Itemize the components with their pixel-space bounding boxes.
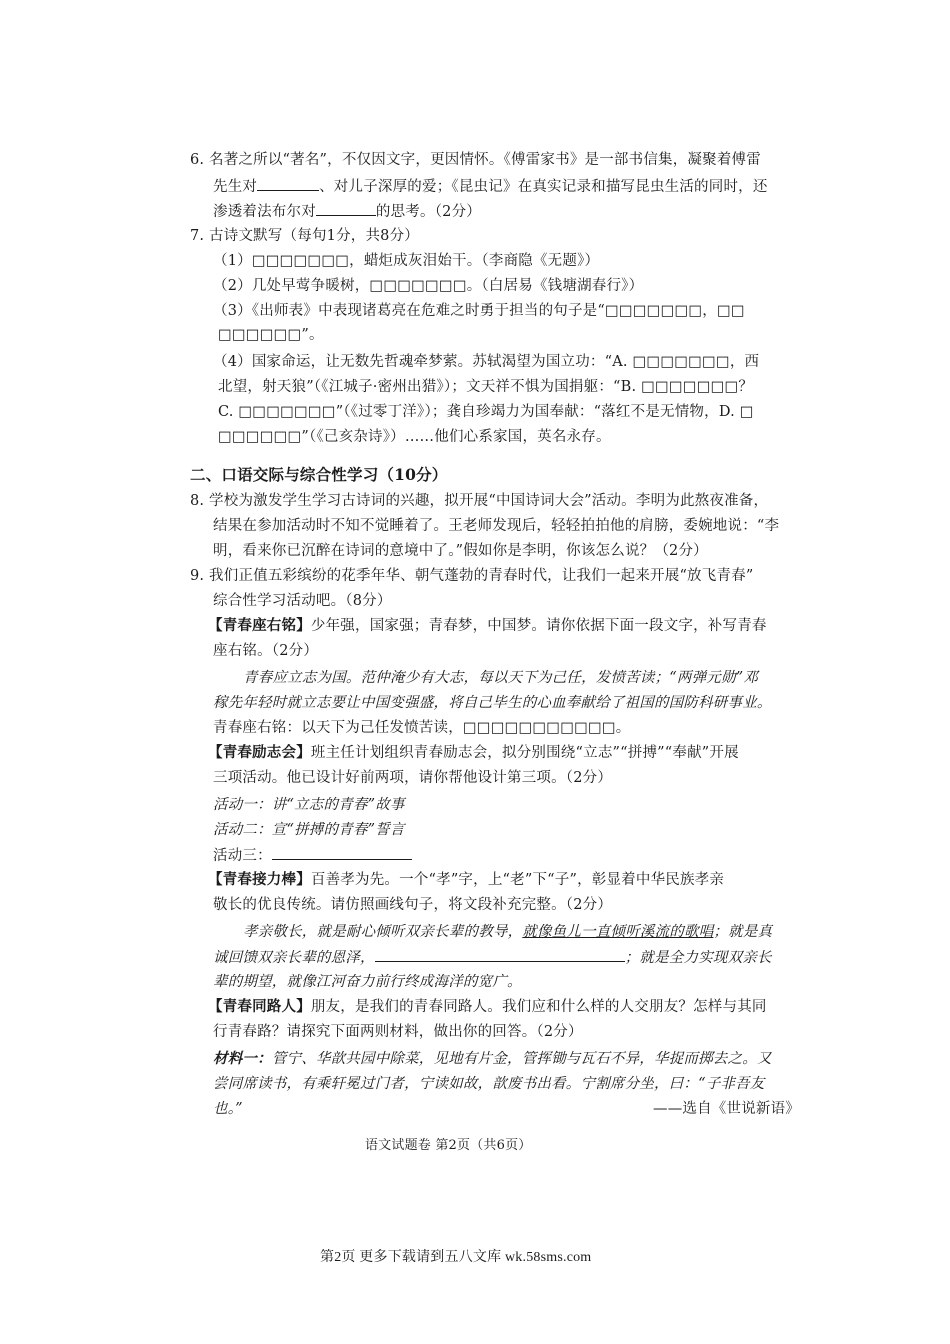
relay-passage2-start: 诚回馈双亲长辈的恩泽， <box>213 950 375 966</box>
q6-line3 <box>213 201 481 222</box>
exam-footer: 语文试题卷 第2页（共6页） <box>365 1138 532 1153</box>
q7-item2: （2）几处早莺争暖树，□□□□□□□。（白居易《钱塘湖春行》） <box>213 278 644 294</box>
q6-blank-1[interactable] <box>257 176 319 191</box>
activity-2: 活动二：宣“拼搏的青春”誓言 <box>213 822 405 838</box>
meeting-intro-text: 班主任计划组织青春励志会，拟分别围绕“立志”“拼搏”“奉献”开展 <box>310 745 739 761</box>
q6-line2-start: 先生对 <box>213 179 258 195</box>
material-source: ——选自《世说新语》 <box>653 1101 800 1117</box>
motto-intro-line1 <box>208 616 767 636</box>
material-line3: 也。” <box>213 1101 243 1117</box>
q7-item4-line2: 北望，射天狼”（《江城子·密州出猎》）；文天祥不惧为国捐躯：“B. □□□□□□□？ <box>218 379 754 395</box>
q9-line2: 综合性学习活动吧。（8分） <box>213 593 392 609</box>
fellow-intro-text: 朋友，是我们的青春同路人。我们应和什么样的人交朋友？怎样与其同 <box>310 999 767 1015</box>
relay-intro-line2: 敬长的优良传统。请仿照画线句子，将文段补充完整。（2分） <box>213 897 613 913</box>
q6-line3-start: 渗透着法布尔对 <box>213 204 316 220</box>
activity-3-blank[interactable] <box>272 845 412 860</box>
motto-passage-line1: 青春应立志为国。范仲淹少有大志，每以天下为己任，发愤苦读；“两弹元勋”邓 <box>243 670 759 686</box>
q8-line1: 8. 学校为激发学生学习古诗词的兴趣，拟开展“中国诗词大会”活动。李明为此熬夜准备， <box>190 493 769 509</box>
fellow-intro-line2: 行青春路？请探究下面两则材料，做出你的回答。（2分） <box>213 1024 583 1040</box>
q7-item4-line4: □□□□□□”（《己亥杂诗》）……他们心系家国，英名永存。 <box>218 429 611 445</box>
meeting-tag: 【青春励志会】 <box>208 744 311 761</box>
q6-line1: 6. 名著之所以“著名”，不仅因文字，更因情怀。《傅雷家书》是一部书信集，凝聚着傅雷 <box>190 152 761 168</box>
relay-passage-start: 孝亲敬长，就是耐心倾听双亲长辈的教导， <box>243 924 523 940</box>
relay-underlined-sentence: 就像鱼儿一直倾听溪流的歌唱 <box>522 924 714 940</box>
q7-title: 7. 古诗文默写（每句1分，共8分） <box>190 228 419 244</box>
relay-passage-line1 <box>243 922 772 942</box>
material-line2: 尝同席读书，有乘轩冕过门者，宁读如故，歆废书出看。宁割席分坐，曰：“子非吾友 <box>213 1076 765 1092</box>
relay-passage-end: ；就是真 <box>713 924 773 940</box>
q9-line1: 9. 我们正值五彩缤纷的花季年华、朝气蓬勃的青春时代，让我们一起来开展“放飞青春” <box>190 568 754 584</box>
section2-title: 二、口语交际与综合性学习（10分） <box>190 465 448 484</box>
motto-answer: 青春座右铭：以天下为己任发愤苦读，□□□□□□□□□□□。 <box>213 720 631 736</box>
motto-passage-line2: 稼先年轻时就立志要让中国变强盛，将自己毕生的心血奉献给了祖国的国防科研事业。 <box>213 695 772 711</box>
activity-1: 活动一：讲“立志的青春”故事 <box>213 797 405 813</box>
relay-passage-line3: 辈的期望，就像江河奋力前行终成海洋的宽广。 <box>213 974 522 990</box>
q7-item4-line1: （4）国家命运，让无数先哲魂牵梦萦。苏轼渴望为国立功：“A. □□□□□□□，西 <box>213 354 760 370</box>
relay-tag: 【青春接力棒】 <box>208 871 311 888</box>
q7-item3-line1: （3）《出师表》中表现诸葛亮在危难之时勇于担当的句子是“□□□□□□□，□□ <box>213 303 745 319</box>
motto-intro-text: 少年强，国家强；青春梦，中国梦。请你依据下面一段文字，补写青春 <box>310 618 767 634</box>
q7-item4-line3: C. □□□□□□□”（《过零丁洋》）；龚自珍竭力为国奉献：“落红不是无情物，D. □ <box>218 404 754 420</box>
relay-intro-text: 百善孝为先。一个“孝”字，上“老”下“子”，彰显着中华民族孝亲 <box>310 872 725 888</box>
material-text-1: 管宁、华歆共园中除菜，见地有片金，管挥锄与瓦石不异，华捉而掷去之。又 <box>271 1051 772 1067</box>
activity-3 <box>213 845 412 866</box>
site-footer: 第2页 更多下载请到五八文库 wk.58sms.com <box>320 1250 592 1265</box>
meeting-intro-line2: 三项活动。他已设计好前两项，请你帮他设计第三项。（2分） <box>213 770 613 786</box>
q6-line2-end: 、对儿子深厚的爱；《昆虫记》在真实记录和描写昆虫生活的同时，还 <box>319 179 768 195</box>
q8-line2: 结果在参加活动时不知不觉睡着了。王老师发现后，轻轻拍拍他的肩膀，委婉地说：“李 <box>213 518 780 534</box>
q6-line3-end: 的思考。（2分） <box>375 204 481 220</box>
q7-item3-line2: □□□□□□”。 <box>218 327 324 343</box>
material-line1 <box>213 1049 772 1069</box>
relay-blank[interactable] <box>375 947 625 962</box>
relay-passage2-end: ；就是全力实现双亲长 <box>624 950 772 966</box>
motto-intro-line2: 座右铭。（2分） <box>213 643 319 659</box>
fellow-tag: 【青春同路人】 <box>208 998 311 1015</box>
relay-passage-line2 <box>213 947 772 968</box>
motto-tag: 【青春座右铭】 <box>208 617 311 634</box>
q6-line2 <box>213 176 768 197</box>
material-tag: 材料一： <box>213 1050 272 1067</box>
meeting-intro-line1 <box>208 743 739 763</box>
q8-line3: 明，看来你已沉醉在诗词的意境中了。”假如你是李明，你该怎么说？（2分） <box>213 543 708 559</box>
q6-blank-2[interactable] <box>316 201 376 216</box>
activity-3-label: 活动三： <box>213 848 272 864</box>
q7-item1: （1）□□□□□□□，蜡炬成灰泪始干。（李商隐《无题》） <box>213 253 600 269</box>
relay-intro-line1 <box>208 870 724 890</box>
fellow-intro-line1 <box>208 997 767 1017</box>
